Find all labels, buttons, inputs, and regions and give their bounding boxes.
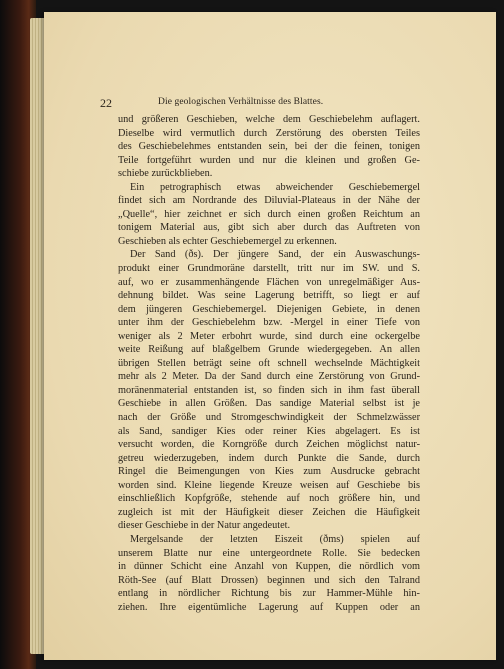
text-line: als Sand, sandiger Kies oder reiner Kies abgelagert. Es ist [118,425,420,437]
text-line: schiebe zurückblieben. [118,168,213,180]
text-line: Geschiebe in allen Größen. Das sandige Material selbst ist je [118,398,420,410]
text-line: zugleich ist mit der Häufigkeit dieser Zeichen die Häufigkeit [118,506,420,518]
text-line: worden sind. Kleine liegende Kreuze weisen auf Geschiebe bis [118,479,420,491]
text-line: findet sich am Nordrande des Diluvial-Plateaus in der Nähe der [118,195,420,207]
text-line: dieser Geschiebe in der Natur angedeutet. [118,520,291,532]
text-line: unter ihm der Geschiebelehm bzw. -Mergel in einer Tiefe von [118,317,420,329]
text-line: in dünner Schicht eine Anzahl von Kuppen, die nördlich vom [118,561,420,573]
text-line: Teile fortgeführt wurden und nur die kleinen und großen Ge- [118,154,420,166]
text-line: versucht worden, die Korngröße durch Zeichen möglichst natur- [118,439,420,451]
text-line: des Geschiebelehmes entstanden sein, bei der die feinen, tonigen [118,141,420,153]
text-line: Geschieben als echter Geschiebemergel zu erkennen. [118,235,337,247]
text-line: entlang in nördlicher Richtung bis zur Hammer-Mühle hin- [118,588,420,600]
text-line: „Quelle“, hier zeichnet er sich durch einen großen Reichtum an [118,208,420,220]
text-line: tonigem Material aus, gibt sich aber durch das Auftreten von [118,222,420,234]
text-line: unserem Blatte nur eine untergeordnete Rolle. Sie bedecken [118,547,420,559]
text-line: einschließlich Kopfgröße, stehende auf noch größere hin, und [118,493,420,505]
text-line: Röth-See (auf Blatt Drossen) beginnen und sich den Talrand [118,574,420,586]
running-title: Die geologischen Verhältnisse des Blattes. [158,97,324,107]
page-header [100,96,430,110]
text-line: dehnung bildet. Was seine Lagerung betrifft, so liegt er auf [118,290,420,302]
text-line: mehr als 2 Meter. Da der Sand durch eine Zerstörung von Grund- [118,371,420,383]
text-line: Ringel die Beimengungen von Kies zum Ausdrucke gebracht [118,466,420,478]
body-text [118,113,420,614]
text-line: dem jüngeren Geschiebemergel. Diejenigen Gebiete, in denen [118,303,420,315]
text-line: produkt einer Grundmoräne darstellt, tritt nur im SW. und S. [118,263,420,275]
text-line: und größeren Geschieben, welche dem Geschiebelehm auflagert. [118,114,420,125]
text-line: Der Sand (ðs). Der jüngere Sand, der ein Auswaschungs- [130,249,420,261]
text-line: übrigen Stellen beträgt seine oft schnell wechselnde Mächtigkeit [118,357,420,369]
text-line: weniger als 2 Meter erbohrt wurde, sind durch eine ockergelbe [118,330,420,342]
page-number: 22 [100,96,112,110]
text-line: Mergelsande der letzten Eiszeit (ðms) spielen auf [130,533,420,545]
text-line: auf, wo er zusammenhängende Flächen von unregelmäßiger Aus- [118,276,420,288]
text-line: ziehen. Ihre eigentümliche Lagerung auf Kuppen oder an [118,601,420,613]
text-line: Ein petrographisch etwas abweichender Geschiebemergel [130,181,420,193]
text-line: weite Reißung auf blaßgelbem Grunde wiedergegeben. An allen [118,344,420,356]
text-line: Dieselbe wird vermutlich durch Zerstörung des obersten Teiles [118,127,420,139]
text-line: getreu wiederzugeben, indem durch Punkte die Sande, durch [118,452,420,464]
text-line: moränenmaterial entstanden ist, so finden sich in ihm fast überall [118,384,420,396]
text-line: nach der Größe und Stromgeschwindigkeit der Schmelzwässer [118,412,420,424]
